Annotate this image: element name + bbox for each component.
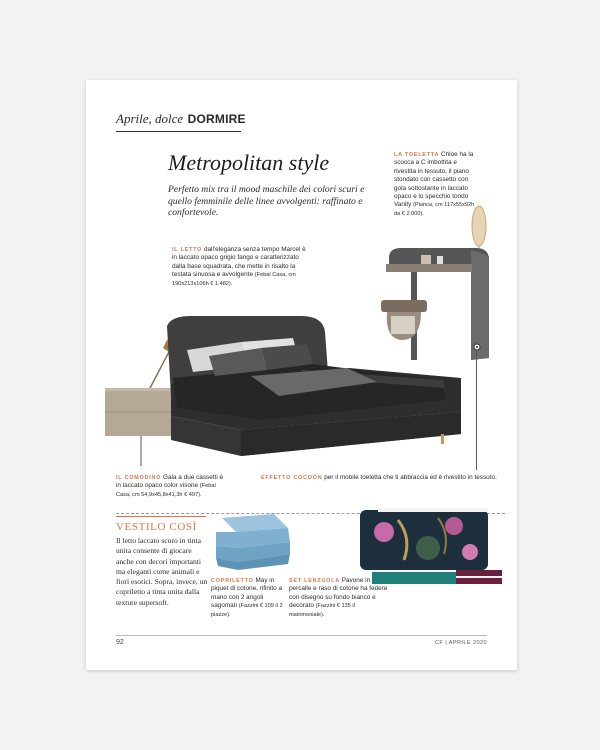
caption-copriletto-price: (Fazzini € 109 il 2 piazze).: [211, 603, 283, 618]
caption-comodino-label: IL COMODINO: [116, 475, 162, 481]
caption-cocoon-label: EFFETTO COCOON: [261, 475, 323, 481]
caption-letto-label: IL LETTO: [172, 247, 203, 253]
caption-letto-price: (Febal Casa, cm 190x213x106h € 1.482).: [172, 272, 296, 287]
caption-letto-text: dall'eleganza senza tempo Marcel è in laccato opaco grigio fango e caratterizzato dalla base squadrata, che mette in risalto la testata sinuosa e avvolgente: [172, 246, 306, 279]
sidebar-title: VESTILO COSÌ: [116, 521, 197, 533]
sidebar-rule: [116, 516, 206, 517]
caption-comodino-text: Gala a due cassetti è in laccato opaco color visone: [116, 474, 224, 490]
caption-toeletta-label: LA TOELETTA: [394, 152, 440, 158]
bedding-image: [358, 508, 506, 588]
caption-lenzuola-text: Pavone in percalle e raso di cotone ha federe con disegno su fondo bianco e decorato: [289, 577, 388, 610]
bed-image: [101, 316, 481, 466]
caption-toeletta-text: Chloe ha la scocca a C imbottita e rivestita in tessuto, il piano stondato con cassetto con gola sottostante in laccato opaco e lo specchio tondo Vanity: [394, 151, 474, 209]
caption-lenzuola: [289, 577, 389, 619]
connector-line-toeletta: [476, 350, 477, 470]
kicker-italic: Aprile, dolce: [116, 111, 184, 126]
caption-toeletta-price: (Pianca, cm 117x55x92h da € 2.000).: [394, 202, 475, 217]
caption-cocoon: [261, 474, 511, 482]
caption-letto: [172, 246, 312, 288]
section-kicker: [116, 110, 246, 132]
kicker-bold: DORMIRE: [187, 112, 246, 126]
issue-label: CF | APRILE 2020: [434, 640, 487, 646]
caption-comodino: [116, 474, 228, 499]
magazine-page: [86, 80, 517, 670]
page-number: 92: [116, 639, 124, 646]
article-deck: Perfetto mix tra il mood maschile dei colori scuri e quello femminile delle linee avvolgenti: raffinato e confortevole.: [168, 184, 365, 218]
caption-cocoon-text: per il mobile toeletta che ti abbraccia ed è rivestito in tessuto.: [324, 474, 497, 481]
caption-copriletto-label: COPRILETTO: [211, 578, 254, 584]
footer-rule: [116, 635, 487, 636]
caption-lenzuola-price: (Fazzini € 135 il matrimoniale).: [289, 603, 355, 618]
caption-lenzuola-label: SET LENZUOLA: [289, 578, 340, 584]
caption-comodino-price: (Febal Casa, cm 54,9x45,8x41,3h € 497).: [116, 483, 216, 498]
caption-copriletto: [211, 577, 283, 619]
sidebar-body: Il letto laccato scuro in tinta unita consente di giocare anche con decori importanti ma eleganti come animali e fiori esotici. Sopra, invece, un copriletto a tinta unita dalla texture supersoft.: [116, 536, 208, 607]
throw-image: [212, 510, 292, 572]
article-title: Metropolitan style: [168, 150, 330, 175]
caption-copriletto-text: May in piquet di cotone, rifinito a mano con 2 angoli sagomati: [211, 577, 283, 610]
